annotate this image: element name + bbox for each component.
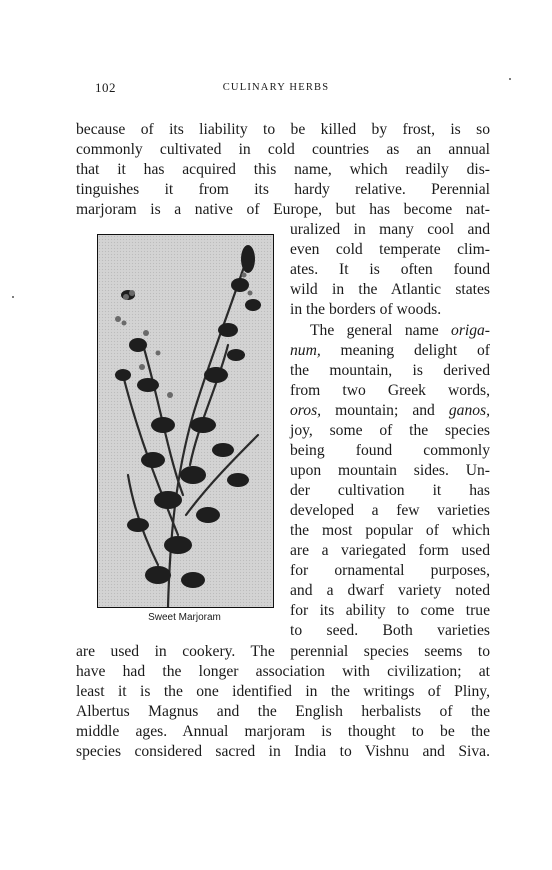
- italic-term: origa-: [451, 322, 490, 339]
- text-line: and a dwarf variety noted: [290, 582, 490, 599]
- text-line: for its ability to come true: [290, 602, 490, 619]
- text-line: the most popular of which: [290, 522, 490, 539]
- text-line: because of its liability to be killed by frost, is so: [76, 121, 490, 138]
- text-line: joy, some of the species: [290, 422, 490, 439]
- text-line: have had the longer association with civilization; at: [76, 663, 490, 680]
- text-line: marjoram is a native of Europe, but has become nat-: [76, 201, 490, 218]
- text-line: wild in the Atlantic states: [290, 281, 490, 298]
- text-line: even cold temperate clim-: [290, 241, 490, 258]
- italic-term: num,: [290, 342, 321, 359]
- text-line: being found commonly: [290, 442, 490, 459]
- text-line: der cultivation it has: [290, 482, 490, 499]
- text-line: uralized in many cool and: [290, 221, 490, 238]
- text-line: [310, 321, 490, 341]
- text-line: [290, 341, 490, 361]
- text-run: mountain; and: [321, 402, 449, 419]
- text-run: meaning delight of: [320, 342, 490, 359]
- text-line: middle ages. Annual marjoram is thought to be the: [76, 723, 490, 740]
- text-line: in the borders of woods.: [290, 301, 442, 318]
- text-line: from two Greek words,: [290, 382, 490, 399]
- text-line: for ornamental purposes,: [290, 562, 490, 579]
- text-line: Albertus Magnus and the English herbalists of the: [76, 703, 490, 720]
- text-line: that it has acquired this name, which readily dis-: [76, 161, 490, 178]
- text-line: the mountain, is derived: [290, 362, 490, 379]
- figure-caption: Sweet Marjoram: [148, 612, 221, 623]
- text-line: species considered sacred in India to Vishnu and Siva.: [76, 743, 490, 760]
- text-line: [290, 401, 490, 421]
- paper-speck: [509, 78, 511, 80]
- text-line: to seed. Both varieties: [290, 622, 490, 639]
- text-line: are a variegated form used: [290, 542, 490, 559]
- text-line: ates. It is often found: [290, 261, 490, 278]
- text-line: commonly cultivated in cold countries as an annual: [76, 141, 490, 158]
- paper-speck: [12, 296, 14, 298]
- text-line: least it is the one identified in the writings of Pliny,: [76, 683, 490, 700]
- text-line: are used in cookery. The perennial species seems to: [76, 643, 490, 660]
- page-number: 102: [95, 80, 116, 95]
- running-head: CULINARY HERBS: [222, 82, 330, 93]
- text-line: upon mountain sides. Un-: [290, 462, 490, 479]
- herb-illustration: [98, 235, 273, 607]
- italic-term: oros,: [290, 402, 322, 419]
- italic-term: ganos,: [448, 402, 490, 419]
- text-line: tinguishes it from its hardy relative. Perennial: [76, 181, 490, 198]
- sweet-marjoram-photo: [97, 234, 274, 608]
- text-run: The general name: [310, 322, 452, 339]
- text-line: developed a few varieties: [290, 502, 490, 519]
